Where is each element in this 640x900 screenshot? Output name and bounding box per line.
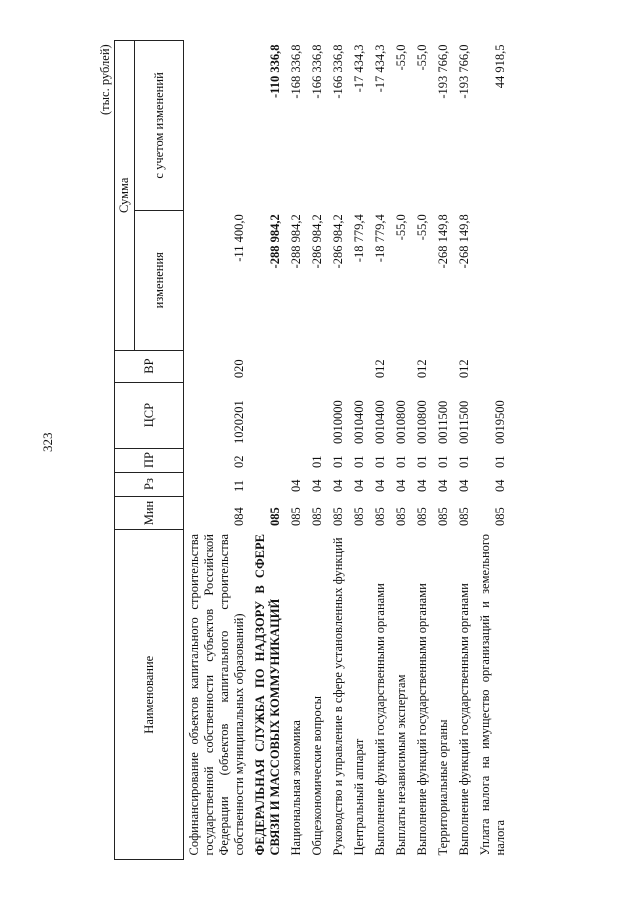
row-rz: 04 (352, 479, 366, 493)
row-min: 084 (232, 507, 246, 526)
row-min: 085 (352, 507, 366, 526)
row-pr: 01 (331, 455, 345, 469)
row-change: -11 400,0 (232, 214, 246, 262)
table-row (307, 41, 328, 860)
row-rz (250, 472, 286, 496)
row-min: 085 (373, 507, 387, 526)
row-min: 085 (493, 507, 507, 526)
row-csr: 0011500 (436, 400, 450, 445)
row-name: Выполнение функций государственными органами (415, 583, 429, 856)
table-row (349, 41, 370, 860)
row-change: -18 779,4 (352, 214, 366, 263)
row-vr: 012 (373, 359, 387, 379)
header-name: Наименование (115, 530, 184, 860)
row-pr (286, 448, 307, 472)
row-vr: 020 (232, 359, 246, 379)
row-rz: 04 (394, 479, 408, 493)
row-csr: 0010800 (415, 400, 429, 445)
row-name: Уплата налога на имущество организаций и земельного налога (478, 534, 507, 856)
header-pr: ПР (115, 448, 184, 472)
row-change: -55,0 (415, 214, 429, 241)
row-change: -286 984,2 (310, 214, 324, 269)
row-change: -288 984,2 (268, 214, 282, 269)
row-change: -18 779,4 (373, 214, 387, 263)
row-with-change (184, 41, 251, 211)
page-number: 323 (40, 432, 55, 452)
table-row (250, 41, 286, 860)
row-change: -268 149,8 (457, 214, 471, 269)
row-pr: 01 (310, 455, 324, 469)
table-row (286, 41, 307, 860)
row-csr: 0010000 (331, 400, 345, 445)
row-name: Общеэкономические вопросы (310, 695, 324, 856)
row-rz: 04 (289, 479, 303, 493)
row-name: Выплаты независимым экспертам (394, 674, 408, 856)
row-min: 085 (394, 507, 408, 526)
table-row (412, 41, 433, 860)
row-with-change: -110 336,8 (268, 44, 282, 98)
row-rz: 04 (331, 479, 345, 493)
row-min: 085 (436, 507, 450, 526)
table-row (391, 41, 412, 860)
row-with-change: -193 766,0 (436, 44, 450, 99)
row-name: Национальная экономика (289, 720, 303, 856)
row-with-change: -17 434,3 (352, 44, 366, 93)
row-csr (250, 382, 286, 448)
row-pr (250, 448, 286, 472)
row-csr: 0010400 (373, 400, 387, 445)
row-pr: 01 (373, 455, 387, 469)
row-with-change: -166 336,8 (331, 44, 345, 99)
row-name: Центральный аппарат (352, 738, 366, 856)
header-vr: ВР (115, 350, 184, 382)
table-row (184, 41, 251, 860)
row-name: Руководство и управление в сфере установленных функций (331, 537, 345, 856)
table-row (475, 41, 511, 860)
row-with-change: -55,0 (394, 44, 408, 71)
row-csr: 1020201 (232, 400, 246, 445)
row-name: ФЕДЕРАЛЬНАЯ СЛУЖБА ПО НАДЗОРУ В СФЕРЕ СВЯЗИ И МАССОВЫХ КОММУНИКАЦИЙ (253, 534, 282, 856)
row-vr: 012 (457, 359, 471, 379)
header-min: Мин (115, 496, 184, 530)
table-row (454, 41, 475, 860)
row-csr (307, 382, 328, 448)
row-with-change: -166 336,8 (310, 44, 324, 99)
row-vr (433, 350, 454, 382)
row-with-change: -17 434,3 (373, 44, 387, 93)
row-vr (328, 350, 349, 382)
row-csr: 0010400 (352, 400, 366, 445)
row-min: 085 (331, 507, 345, 526)
header-sum: Сумма (115, 41, 135, 351)
row-name: Софинансирование объектов капитального строительства государственной собственности субъектов Российской Федерации (объектов капитального строительства собственности муниципальных образований) (187, 534, 246, 856)
table-row (328, 41, 349, 860)
row-csr: 0010800 (394, 400, 408, 445)
row-rz: 04 (493, 479, 507, 493)
header-change: изменения (135, 210, 184, 350)
row-pr: 01 (436, 455, 450, 469)
row-rz: 04 (373, 479, 387, 493)
row-csr: 0019500 (493, 400, 507, 445)
table-row (433, 41, 454, 860)
row-change: -55,0 (394, 214, 408, 241)
row-vr (391, 350, 412, 382)
row-change: -268 149,8 (436, 214, 450, 269)
row-change: -286 984,2 (331, 214, 345, 269)
row-vr (250, 350, 286, 382)
row-rz: 04 (457, 479, 471, 493)
row-csr: 0011500 (457, 400, 471, 445)
row-name: Выполнение функций государственными органами (457, 583, 471, 856)
row-min: 085 (415, 507, 429, 526)
row-vr (286, 350, 307, 382)
header-csr: ЦСР (115, 382, 184, 448)
table-row (370, 41, 391, 860)
row-pr: 01 (352, 455, 366, 469)
row-name: Территориальные органы (436, 719, 450, 856)
row-vr (307, 350, 328, 382)
row-pr: 01 (415, 455, 429, 469)
budget-table (114, 40, 511, 860)
row-vr (475, 350, 511, 382)
header-rz: Рз (115, 472, 184, 496)
row-vr: 012 (415, 359, 429, 379)
row-name: Выполнение функций государственными органами (373, 583, 387, 856)
budget-table-sheet (60, 40, 620, 860)
row-min: 085 (268, 507, 282, 526)
row-with-change: -168 336,8 (289, 44, 303, 99)
row-with-change: 44 918,5 (493, 44, 507, 89)
row-pr: 01 (394, 455, 408, 469)
row-change (475, 210, 511, 350)
units-label: (тыс. рублей) (98, 44, 112, 115)
row-rz: 04 (310, 479, 324, 493)
row-rz: 04 (436, 479, 450, 493)
row-pr: 02 (232, 455, 246, 469)
row-pr: 01 (457, 455, 471, 469)
row-rz: 11 (232, 479, 246, 493)
row-vr (349, 350, 370, 382)
row-with-change: -193 766,0 (457, 44, 471, 99)
row-with-change: -55,0 (415, 44, 429, 71)
header-with-change: с учетом изменений (135, 41, 184, 211)
row-min: 085 (457, 507, 471, 526)
row-min: 085 (289, 507, 303, 526)
row-rz: 04 (415, 479, 429, 493)
row-csr (286, 382, 307, 448)
row-change: -288 984,2 (289, 214, 303, 269)
row-pr: 01 (493, 455, 507, 469)
row-min: 085 (310, 507, 324, 526)
